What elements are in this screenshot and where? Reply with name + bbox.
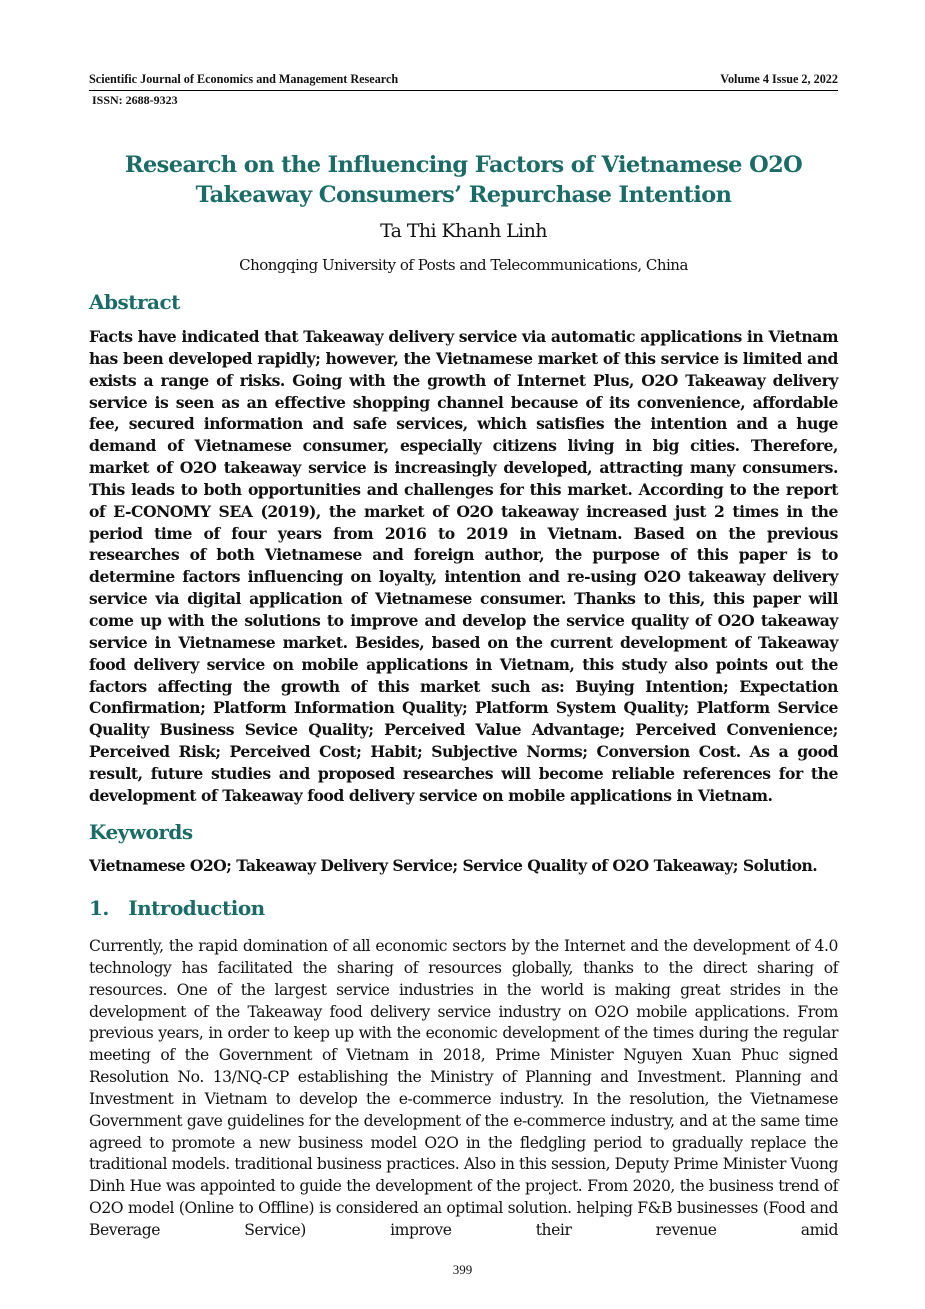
abstract-text: Facts have indicated that Takeaway delivery service via automatic applications in Vietnam has been developed rapidly; however, the Vietnamese market of this service is limited and exists a range of risks. Going with the growth of Internet Plus, O2O Takeaway delivery service is seen as an effective shopping channel because of its convenience, affordable fee, secured information and safe services, which satisfies the intention and a huge demand of Vietnamese consumer, especially citizens living in big cities. Therefore, market of O2O takeaway service is increasingly developed, attracting many consumers. This leads to both opportunities and challenges for this market. According to the report of E-CONOMY SEA (2019), the market of O2O takeaway increased just 2 times in the period time of four years from 2016 to 2019 in Vietnam. Based on the previous researches of both Vietnamese and foreign author, the purpose of this paper is to determine factors influencing on loyalty, intention and re-using O2O takeaway delivery service via digital application of Vietnamese consumer. Thanks to this, this paper will come up with the solutions to improve and develop the service quality of O2O takeaway service in Vietnamese market. Besides, based on the current development of Takeaway food delivery service on mobile applications in Vietnam, this study also points out the factors affecting the growth of this market such as: Buying Intention; Expectation Confirmation; Platform Information Quality; Platform System Quality; Platform Service Quality Business Sevice Quality; Perceived Value Advantage; Perceived Convenience; Perceived Risk; Perceived Cost; Habit; Subjective Norms; Conversion Cost. As a good result, future studies and proposed researches will become reliable references for the development of Takeaway food delivery service on mobile applications in Vietnam.	[89, 327, 838, 805]
author-affiliation: Chongqing University of Posts and Telecommunications, China	[239, 256, 688, 274]
issn: ISSN: 2688-9323	[92, 93, 178, 107]
header-rule	[89, 90, 838, 91]
keywords-text: Vietnamese O2O; Takeaway Delivery Service; Service Quality of O2O Takeaway; Solution.	[89, 856, 818, 875]
introduction-heading: 1. Introduction	[89, 896, 265, 920]
title-line-2: Takeaway Consumers’ Repurchase Intention	[195, 182, 732, 208]
page-number: 399	[452, 1262, 473, 1277]
running-header	[89, 72, 838, 90]
keywords-heading: Keywords	[89, 820, 193, 844]
abstract-heading: Abstract	[89, 290, 180, 314]
introduction-text: Currently, the rapid domination of all economic sectors by the Internet and the development of 4.0 technology has facilitated the sharing of resources globally, thanks to the direct sharing of resources. One of the largest service industries in the world is making great strides in the development of the Takeaway food delivery service industry on O2O mobile applications. From previous years, in order to keep up with the economic development of the times during the regular meeting of the Government of Vietnam in 2018, Prime Minister Nguyen Xuan Phuc signed Resolution No. 13/NQ-CP establishing the Ministry of Planning and Investment. Planning and Investment in Vietnam to develop the e-commerce industry. In the resolution, the Vietnamese Government gave guidelines for the development of the e-commerce industry, and at the same time agreed to promote a new business model O2O in the fledgling period to gradually replace the traditional models. traditional business practices. Also in this session, Deputy Prime Minister Vuong Dinh Hue was appointed to guide the development of the project. From 2020, the business trend of O2O model (Online to Offline) is considered an optimal solution. helping F&B businesses (Food and Beverage Service) improve their revenue amid	[89, 937, 838, 1239]
title-line-1: Research on the Influencing Factors of Vietnamese O2O	[124, 152, 803, 178]
volume-issue: Volume 4 Issue 2, 2022	[720, 72, 838, 86]
author-name: Ta Thi Khanh Linh	[380, 220, 547, 242]
journal-name: Scientific Journal of Economics and Management Research	[89, 72, 399, 86]
paper-title	[89, 150, 838, 210]
